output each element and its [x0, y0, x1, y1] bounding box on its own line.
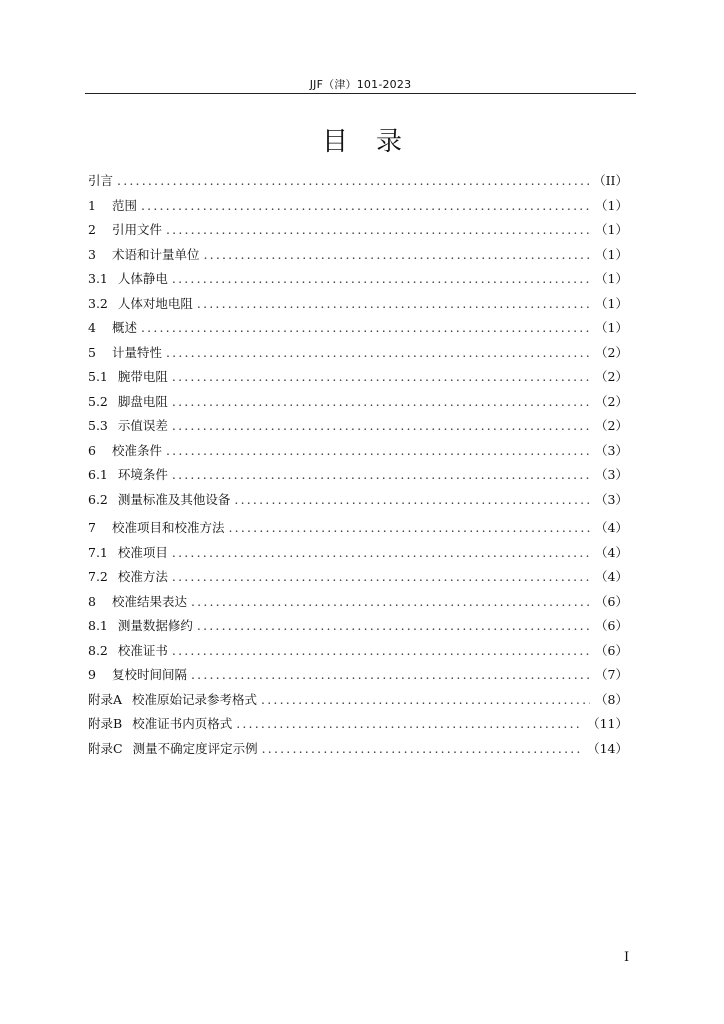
- toc-entry: [88, 739, 628, 764]
- toc-entry-number: 5.3: [88, 418, 108, 433]
- dot-leader: [172, 569, 590, 584]
- toc-entry-page: （6）: [595, 593, 628, 609]
- dot-leader: [236, 716, 583, 731]
- toc-entry-title: 校准原始记录参考格式: [132, 691, 258, 707]
- dot-leader: [172, 394, 590, 409]
- toc-entry-number: 6: [88, 442, 96, 458]
- toc-entry-number: 7.1: [88, 544, 108, 560]
- toc-entry-page: （14）: [587, 740, 628, 756]
- toc-entry: [88, 416, 628, 441]
- toc-entry-number: 5: [88, 344, 96, 360]
- dot-leader: [228, 520, 590, 535]
- toc-entry-title: 术语和计量单位: [111, 246, 200, 262]
- toc-entry-title: 示值误差: [117, 418, 168, 433]
- toc-entry: [88, 220, 628, 245]
- toc-entry: [88, 367, 628, 392]
- toc-entry: [88, 518, 628, 543]
- dot-leader: [203, 247, 590, 262]
- dot-leader: [262, 741, 584, 756]
- toc-entry: [88, 171, 628, 196]
- toc-entry-number: 8.1: [88, 618, 108, 633]
- toc-entry-title: 腕带电阻: [117, 369, 168, 384]
- toc-entry-title: 测量标准及其他设备: [117, 491, 231, 507]
- dot-leader: [172, 545, 590, 560]
- toc-entry-number: 8: [88, 593, 96, 609]
- dot-leader: [172, 643, 590, 658]
- dot-leader: [166, 222, 590, 237]
- toc-entry-title: 范围: [111, 197, 137, 213]
- toc-entry-page: （7）: [595, 667, 628, 682]
- dot-leader: [117, 173, 589, 188]
- toc-entry-number: 4: [88, 320, 96, 335]
- toc-entry-title: 测量数据修约: [117, 618, 193, 633]
- toc-entry-page: （4）: [595, 544, 628, 560]
- toc-entry-page: （1）: [595, 197, 628, 213]
- dot-leader: [166, 345, 590, 360]
- toc-entry-number: 1: [88, 197, 96, 213]
- dot-leader: [141, 198, 590, 213]
- dot-leader: [197, 296, 590, 311]
- toc-entry-page: （6）: [595, 618, 628, 633]
- toc-entry-number: 8.2: [88, 642, 108, 658]
- dot-leader: [191, 667, 590, 682]
- toc-entry: [88, 196, 628, 221]
- toc-entry: [88, 245, 628, 270]
- toc-entry-page: （2）: [595, 418, 628, 433]
- toc-entry-title: 引用文件: [111, 222, 162, 237]
- toc-entry-page: （3）: [595, 442, 628, 458]
- toc-entry-title: 校准证书内页格式: [132, 716, 233, 731]
- toc-entry-number: 2: [88, 222, 96, 237]
- toc-entry-title: 引言: [88, 173, 114, 188]
- toc-entry-title: 计量特性: [111, 344, 162, 360]
- toc-entry-title: 脚盘电阻: [117, 393, 168, 409]
- dot-leader: [172, 271, 590, 286]
- toc-entry-number: 5.1: [88, 369, 108, 384]
- toc-entry-page: （1）: [595, 222, 628, 237]
- toc-entry-number: 6.1: [88, 467, 108, 482]
- toc-entry-title: 人体对地电阻: [117, 295, 193, 311]
- toc-entry: [88, 318, 628, 343]
- toc-entry-number: 6.2: [88, 491, 108, 507]
- toc-entry: [88, 490, 628, 515]
- toc-entry: [88, 392, 628, 417]
- toc-entry-page: （1）: [595, 271, 628, 286]
- toc-entry-page: （6）: [595, 642, 628, 658]
- toc-entry: [88, 294, 628, 319]
- dot-leader: [261, 692, 590, 707]
- dot-leader: [234, 492, 590, 507]
- toc-entry: [88, 616, 628, 641]
- toc-entry-title: 校准项目和校准方法: [111, 520, 225, 535]
- table-of-contents: [88, 171, 628, 763]
- toc-entry-page: （4）: [595, 520, 628, 535]
- toc-entry: [88, 441, 628, 466]
- dot-leader: [172, 467, 590, 482]
- dot-leader: [197, 618, 590, 633]
- page-title: 目录: [321, 127, 430, 157]
- toc-entry-title: 校准结果表达: [111, 593, 187, 609]
- toc-entry-number: 3.2: [88, 295, 108, 311]
- toc-entry-page: （2）: [595, 369, 628, 384]
- toc-entry-number: 3: [88, 246, 96, 262]
- toc-entry-number: 7: [88, 520, 96, 535]
- toc-entry-number: 9: [88, 667, 96, 682]
- toc-entry-number: 附录C: [88, 740, 123, 756]
- toc-entry: [88, 665, 628, 690]
- header-rule: [85, 93, 636, 94]
- running-header: JJF（津）101-2023: [309, 78, 412, 91]
- toc-entry-title: 人体静电: [117, 271, 168, 286]
- toc-entry-page: （3）: [595, 467, 628, 482]
- toc-entry-title: 校准证书: [117, 642, 168, 658]
- toc-entry-title: 测量不确定度评定示例: [132, 740, 258, 756]
- toc-entry-page: （8）: [595, 691, 628, 707]
- dot-leader: [166, 443, 590, 458]
- toc-entry-page: （II）: [593, 173, 628, 188]
- toc-entry-title: 校准方法: [117, 569, 168, 584]
- page-number: I: [624, 950, 630, 965]
- toc-entry: [88, 690, 628, 715]
- toc-entry-number: 3.1: [88, 271, 108, 286]
- toc-entry-page: （1）: [595, 320, 628, 335]
- toc-entry-page: （2）: [595, 393, 628, 409]
- dot-leader: [191, 594, 590, 609]
- toc-entry-page: （4）: [595, 569, 628, 584]
- toc-entry-page: （1）: [595, 246, 628, 262]
- toc-entry-page: （2）: [595, 344, 628, 360]
- toc-entry-title: 复校时间间隔: [111, 667, 187, 682]
- toc-entry-number: 7.2: [88, 569, 108, 584]
- toc-entry-title: 概述: [111, 320, 137, 335]
- toc-entry-number: 附录A: [88, 691, 123, 707]
- toc-entry-page: （3）: [595, 491, 628, 507]
- toc-entry-title: 环境条件: [117, 467, 168, 482]
- toc-entry: [88, 343, 628, 368]
- dot-leader: [172, 369, 590, 384]
- toc-entry: [88, 269, 628, 294]
- toc-entry-title: 校准条件: [111, 442, 162, 458]
- dot-leader: [141, 320, 590, 335]
- toc-entry: [88, 592, 628, 617]
- toc-entry: [88, 543, 628, 568]
- toc-entry: [88, 567, 628, 592]
- toc-entry: [88, 465, 628, 490]
- toc-entry-title: 校准项目: [117, 544, 168, 560]
- toc-entry: [88, 641, 628, 666]
- toc-entry-number: 附录B: [88, 716, 123, 731]
- dot-leader: [172, 418, 590, 433]
- toc-entry: [88, 714, 628, 739]
- toc-entry-page: （1）: [595, 295, 628, 311]
- toc-entry-number: 5.2: [88, 393, 108, 409]
- toc-entry-page: （11）: [587, 716, 628, 731]
